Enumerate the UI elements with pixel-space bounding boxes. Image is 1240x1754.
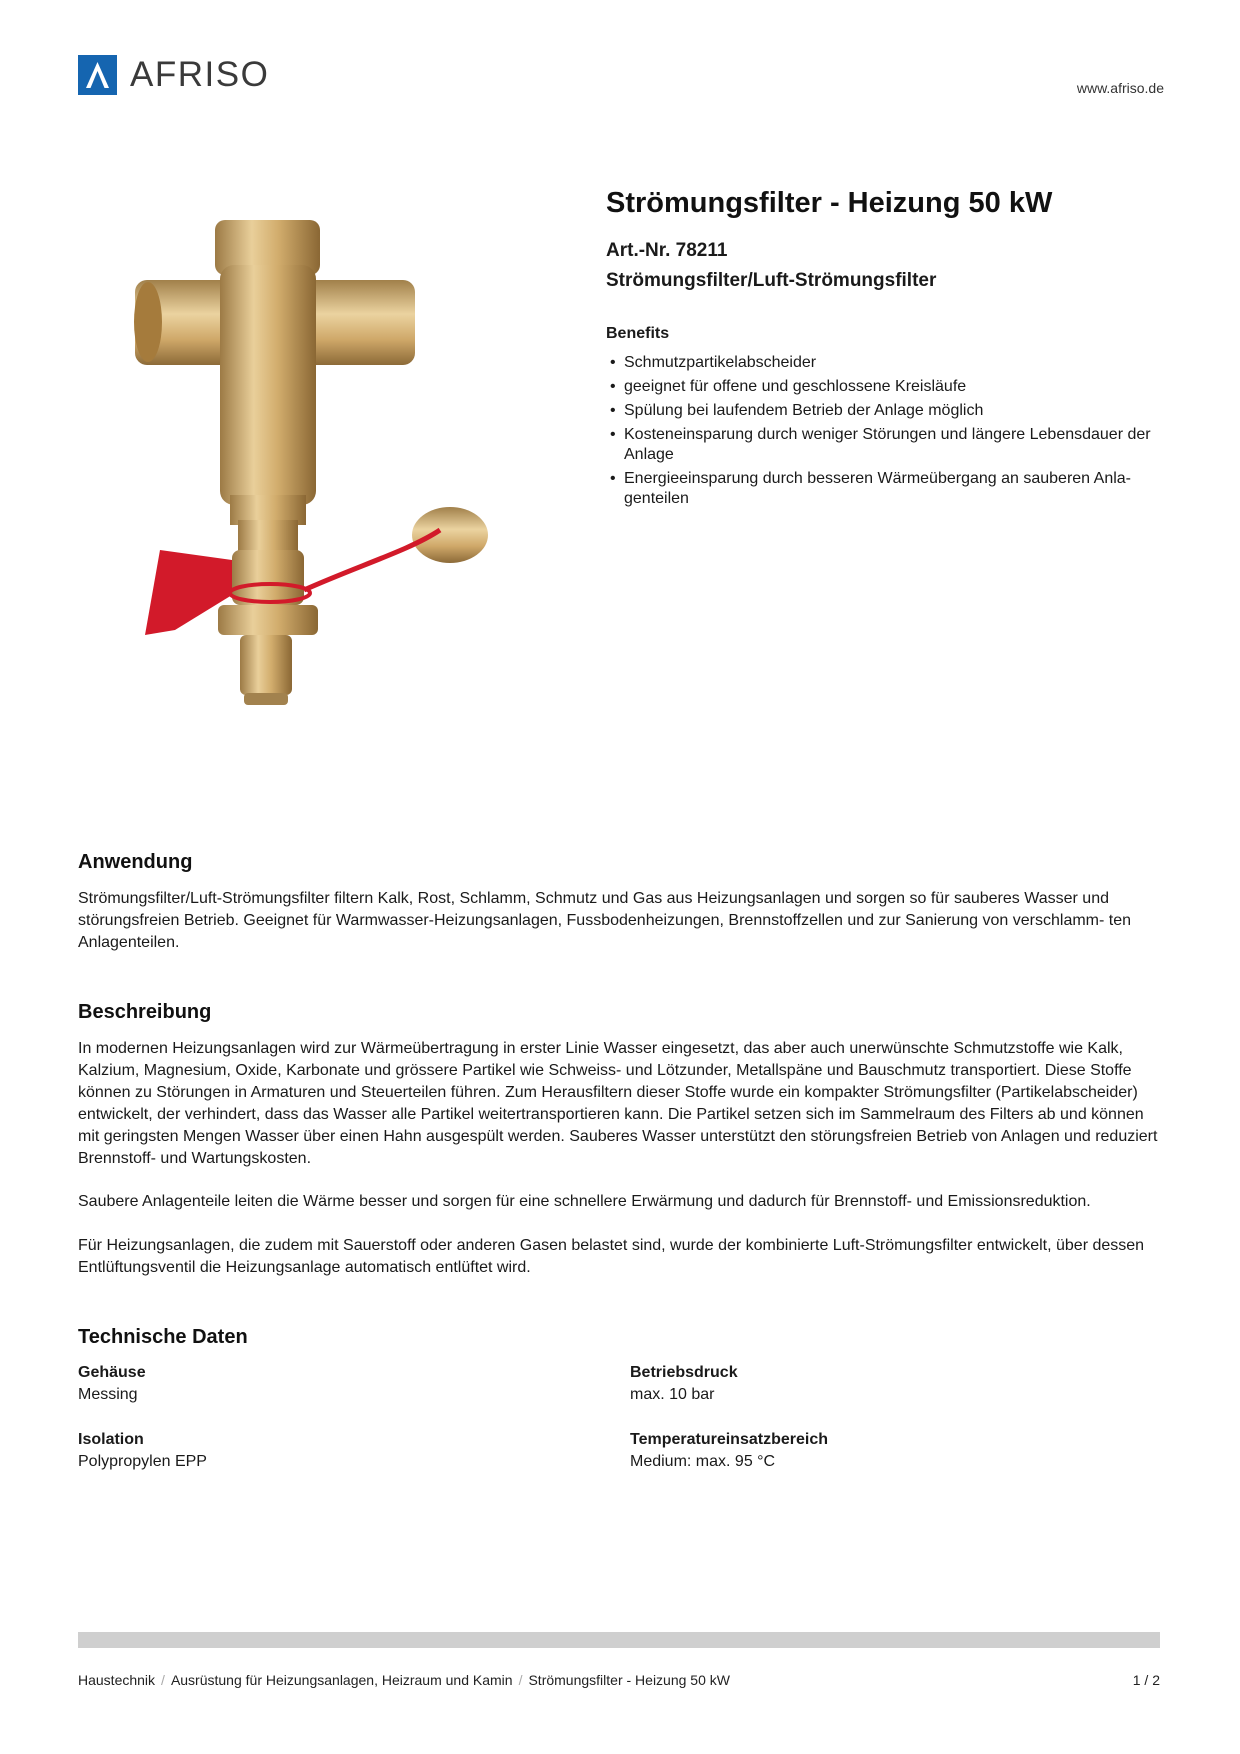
spec-label-gehaeuse: Gehäuse — [78, 1364, 146, 1381]
breadcrumb-item[interactable]: Ausrüstung für Heizungsanlagen, Heizraum und Kamin — [170, 1672, 513, 1688]
technische-daten-heading: Technische Daten — [78, 1326, 248, 1348]
benefits-list — [610, 353, 1165, 513]
beschreibung-paragraph-3: Für Heizungsanlagen, die zudem mit Sauerstoff oder anderen Gasen belastet sind, wurde der kombinierte Luft-Strömungsfilter entwickelt, über dessen Entlüftungsventil die Heizungsanlage automatisch entlüftet wird. — [78, 1237, 1145, 1276]
product-title: Strömungsfilter - Heizung 50 kW — [606, 187, 1053, 219]
spec-value-betriebsdruck: max. 10 bar — [630, 1386, 715, 1403]
afriso-logo-icon — [78, 55, 117, 95]
breadcrumb-separator: / — [161, 1672, 165, 1688]
benefit-item: • Energieeinsparung durch besseren Wärmeübergang an sauberen Anla- genteilen — [610, 469, 1165, 509]
website-link[interactable]: www.afriso.de — [1076, 80, 1164, 96]
spec-label-isolation: Isolation — [78, 1431, 144, 1448]
breadcrumb-separator: / — [518, 1672, 523, 1688]
benefit-item: • Spülung bei laufendem Betrieb der Anlage möglich — [610, 401, 1165, 421]
spec-label-betriebsdruck: Betriebsdruck — [630, 1364, 738, 1381]
breadcrumb-item[interactable]: Strömungsfilter - Heizung 50 kW — [528, 1672, 730, 1688]
product-image — [120, 205, 560, 785]
anwendung-text: Strömungsfilter/Luft-Strömungsfilter filtern Kalk, Rost, Schlamm, Schmutz und Gas aus Heizungsanlagen und sorgen so für sauberes Wasser und störungsfreien Betrieb. Geeignet für Warmwasser-Heizungsanlagen, Fussbodenheizungen, Brennstoffzellen und zur Sanierung von verschlamm- ten Anlagenteilen. — [78, 890, 1132, 951]
afriso-logo — [78, 55, 308, 97]
beschreibung-heading: Beschreibung — [78, 1001, 212, 1023]
benefit-item: • Kosteneinsparung durch weniger Störungen und längere Lebensdauer der Anlage — [610, 425, 1165, 465]
spec-label-temperatur: Temperatureinsatzbereich — [630, 1431, 828, 1448]
brand-name: AFRISO — [130, 55, 270, 94]
footer-divider — [78, 1632, 1160, 1648]
page-number: 1 / 2 — [1132, 1672, 1160, 1688]
benefit-item: • Schmutzpartikelabscheider — [610, 353, 1165, 373]
anwendung-heading: Anwendung — [78, 851, 193, 873]
spec-value-isolation: Polypropylen EPP — [78, 1453, 207, 1470]
benefits-heading: Benefits — [606, 325, 670, 342]
spec-value-temperatur: Medium: max. 95 °C — [630, 1453, 776, 1470]
spec-value-gehaeuse: Messing — [78, 1386, 138, 1403]
benefit-item: • geeignet für offene und geschlossene Kreisläufe — [610, 377, 1165, 397]
beschreibung-paragraph-1: In modernen Heizungsanlagen wird zur Wärmeübertragung in erster Linie Wasser eingesetzt, das aber auch unerwünschte Schmutzstoffe wie Kalk, Kalzium, Magnesium, Oxide, Karbonate und grössere Partikel wie Schweiss- und Lötzunder, Metallspäne und Bauschmutz transportiert. Diese Stoffe können zu Störungen in Armaturen und Steuerteilen führen. Zum Herausfiltern dieser Stoffe wurde ein kompakter Strömungsfilter (Partikelabscheider) entwickelt, der verhindert, dass das Wasser alle Partikel weitertransportieren kann. Die Partikel setzen sich im Sammelraum des Filters ab und können mit geringsten Mengen Wasser über einen Hahn ausgespült werden. Sauberes Wasser unterstützt den störungsfreien Betrieb von Anlagen und reduziert Brennstoff- und Wartungskosten. — [78, 1040, 1158, 1167]
product-subtitle: Strömungsfilter/Luft-Strömungsfilter — [606, 270, 937, 291]
breadcrumb-item[interactable]: Haustechnik — [78, 1672, 156, 1688]
breadcrumb — [78, 1672, 730, 1688]
article-number: Art.-Nr. 78211 — [606, 240, 728, 261]
beschreibung-paragraph-2: Saubere Anlagenteile leiten die Wärme besser und sorgen für eine schnellere Erwärmung und dadurch für Brennstoff- und Emissionsreduktion. — [78, 1193, 1091, 1210]
